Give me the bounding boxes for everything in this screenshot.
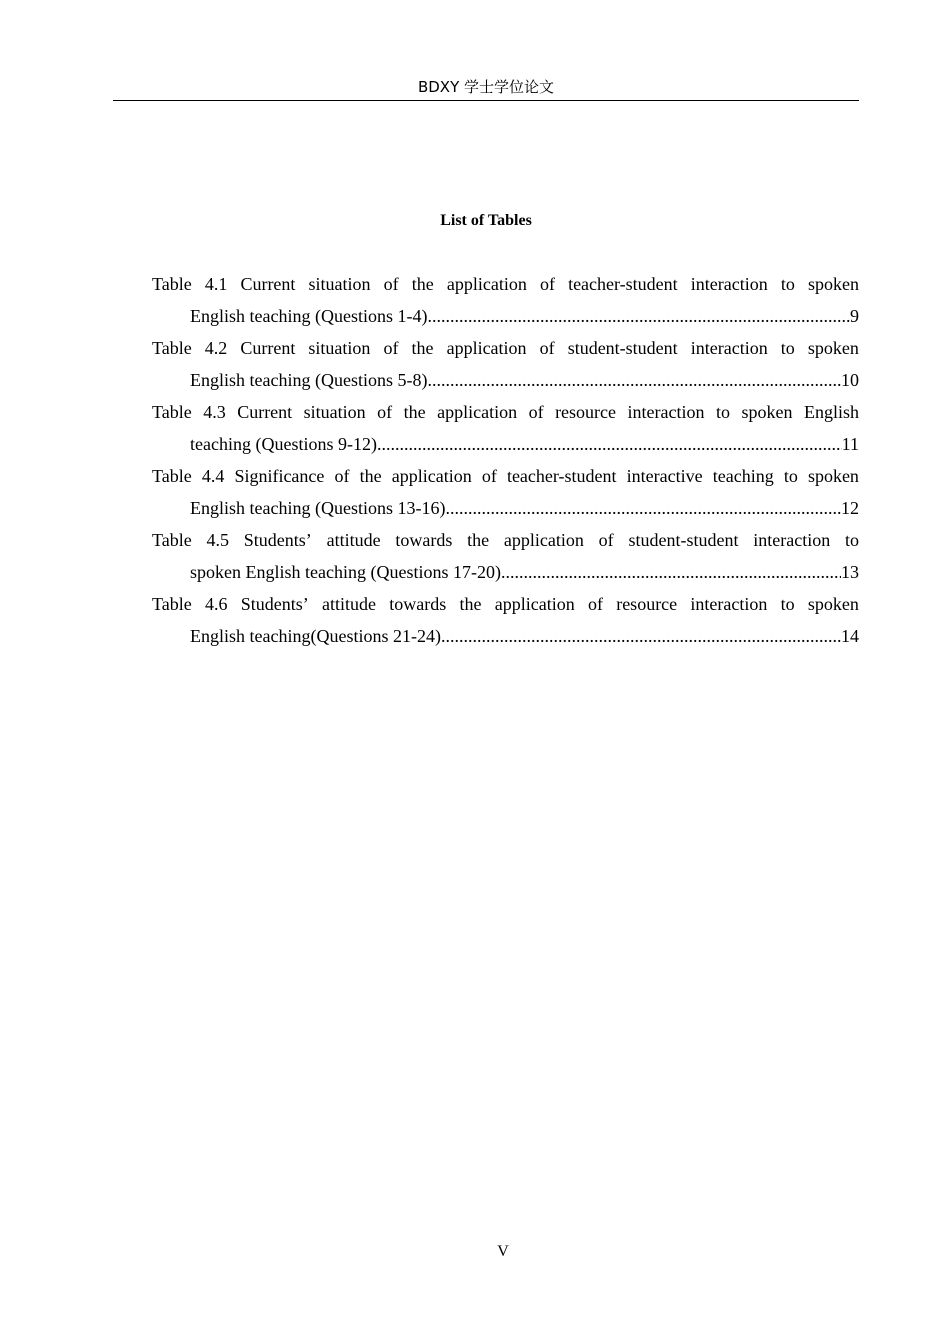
page-title: List of Tables [440,212,532,229]
toc-entry-continuation [152,556,859,588]
toc-entry-caption [152,332,859,364]
caption-word: application [446,338,527,358]
caption-word: Students’ [243,530,312,550]
dot-leader [441,620,841,652]
caption-word: to [780,338,795,358]
toc-page-number: 11 [841,434,859,454]
caption-word: 4.4 [201,466,225,486]
toc-entry-text: English teaching(Questions 21-24) [190,626,441,646]
caption-word: interaction [690,338,768,358]
caption-word: of [383,338,399,358]
toc-entry-text: English teaching (Questions 13-16) [190,498,446,518]
dot-leader [427,364,841,396]
caption-word: of [598,530,614,550]
caption-word: resource [555,402,617,422]
caption-word: towards [395,530,453,550]
caption-word: of [539,274,555,294]
caption-word: Table [152,402,192,422]
caption-word: to [780,594,795,614]
caption-word: Table [152,594,192,614]
caption-word: of [528,402,544,422]
caption-word: English [803,402,859,422]
caption-word: to [715,402,730,422]
toc-page-number: 13 [841,562,859,582]
toc-entry-continuation [152,428,859,460]
caption-word: Current [237,402,293,422]
toc-entry-text: teaching (Questions 9-12) [190,434,377,454]
caption-word: interaction [690,594,768,614]
toc-entry-continuation [152,364,859,396]
toc-entry-table-4-4[interactable] [152,460,859,524]
caption-word: application [503,530,584,550]
toc-entry-continuation [152,620,859,652]
toc-entry-table-4-3[interactable] [152,396,859,460]
toc-entry-continuation [152,492,859,524]
caption-word: spoken [807,466,859,486]
caption-word: interactive [626,466,703,486]
caption-word: 4.1 [204,274,228,294]
toc-entry-caption [152,524,859,556]
toc-entry-caption [152,396,859,428]
running-header: BDXY 学士学位论文 [417,78,555,96]
toc-entry-caption [152,460,859,492]
caption-word: application [437,402,518,422]
caption-word: attitude [326,530,381,550]
caption-word: interaction [690,274,768,294]
caption-word: Table [152,466,192,486]
list-of-tables [152,268,859,652]
toc-entry-continuation [152,300,859,332]
caption-word: attitude [321,594,376,614]
toc-entry-text: spoken English teaching (Questions 17-20) [190,562,501,582]
caption-word: Table [152,274,192,294]
caption-word: the [359,466,382,486]
caption-word: situation [308,274,371,294]
toc-page-number: 10 [841,370,859,390]
header-rule [113,100,859,101]
caption-word: the [411,274,434,294]
caption-word: Current [240,338,296,358]
caption-word: the [411,338,434,358]
caption-word: student-student [628,530,739,550]
caption-word: towards [389,594,447,614]
caption-word: 4.6 [204,594,228,614]
caption-word: application [494,594,575,614]
caption-word: to [783,466,798,486]
caption-word: teacher-student [506,466,617,486]
dot-leader [427,300,850,332]
toc-page-number: 9 [850,306,859,326]
dot-leader [501,556,841,588]
caption-word: 4.3 [203,402,226,422]
caption-word: spoken [807,594,859,614]
caption-word: spoken [807,274,859,294]
caption-word: Table [152,338,192,358]
toc-entry-caption [152,268,859,300]
caption-word: to [844,530,859,550]
caption-word: teaching [712,466,774,486]
caption-word: teacher-student [568,274,678,294]
dot-leader [377,428,842,460]
caption-word: Students’ [240,594,309,614]
toc-entry-table-4-2[interactable] [152,332,859,396]
toc-entry-text: English teaching (Questions 1-4) [190,306,428,326]
caption-word: the [459,594,482,614]
toc-entry-table-4-5[interactable] [152,524,859,588]
caption-word: 4.5 [206,530,229,550]
caption-word: of [539,338,555,358]
caption-word: interaction [753,530,831,550]
caption-word: of [383,274,399,294]
caption-word: application [446,274,527,294]
toc-page-number: 12 [841,498,859,518]
caption-word: of [334,466,350,486]
caption-word: spoken [807,338,859,358]
caption-word: student-student [567,338,678,358]
caption-word: to [780,274,795,294]
toc-entry-table-4-6[interactable] [152,588,859,652]
caption-word: of [481,466,497,486]
caption-word: the [403,402,426,422]
toc-entry-caption [152,588,859,620]
caption-word: interaction [627,402,705,422]
caption-word: the [467,530,490,550]
caption-word: 4.2 [204,338,228,358]
caption-word: Table [152,530,192,550]
caption-word: resource [616,594,678,614]
caption-word: of [587,594,603,614]
caption-word: application [391,466,472,486]
caption-word: of [377,402,393,422]
page-number: V [497,1243,509,1260]
caption-word: spoken [741,402,793,422]
dot-leader [445,492,841,524]
toc-entry-table-4-1[interactable] [152,268,859,332]
toc-page-number: 14 [841,626,859,646]
caption-word: situation [303,402,366,422]
caption-word: situation [308,338,371,358]
toc-entry-text: English teaching (Questions 5-8) [190,370,428,390]
caption-word: Significance [234,466,325,486]
caption-word: Current [240,274,296,294]
